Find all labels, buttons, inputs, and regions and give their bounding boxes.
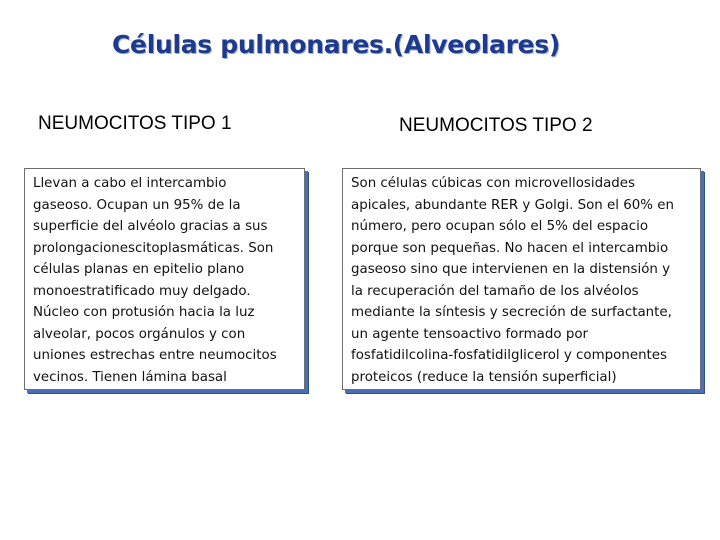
heading-neumocitos-tipo-1: NEUMOCITOS TIPO 1 (38, 113, 232, 134)
heading-neumocitos-tipo-2: NEUMOCITOS TIPO 2 (399, 115, 593, 136)
text-box-neumocitos-tipo-1: Llevan a cabo el intercambio gaseoso. Ocupan un 95% de la superficie del alvéolo gracias a sus prolongacionescitoplasmáticas. Son células planas en epitelio plano monoestratificado muy delgado. Núcleo con protusión hacia la luz alveolar, pocos orgánulos y con uniones estrechas entre neumocitos vecinos. Tienen lámina basal (24, 168, 305, 390)
slide-title: Células pulmonares.(Alveolares) (112, 30, 561, 59)
text-box-neumocitos-tipo-2: Son células cúbicas con microvellosidades apicales, abundante RER y Golgi. Son el 60% en número, pero ocupan sólo el 5% del espacio porque son pequeñas. No hacen el intercambio gaseoso sino que intervienen en la distensión y la recuperación del tamaño de los alvéolos mediante la síntesis y secreción de surfactante, un agente tensoactivo formado por fosfatidilcolina-fosfatidilglicerol y componentes proteicos (reduce la tensión superficial) (342, 168, 701, 390)
